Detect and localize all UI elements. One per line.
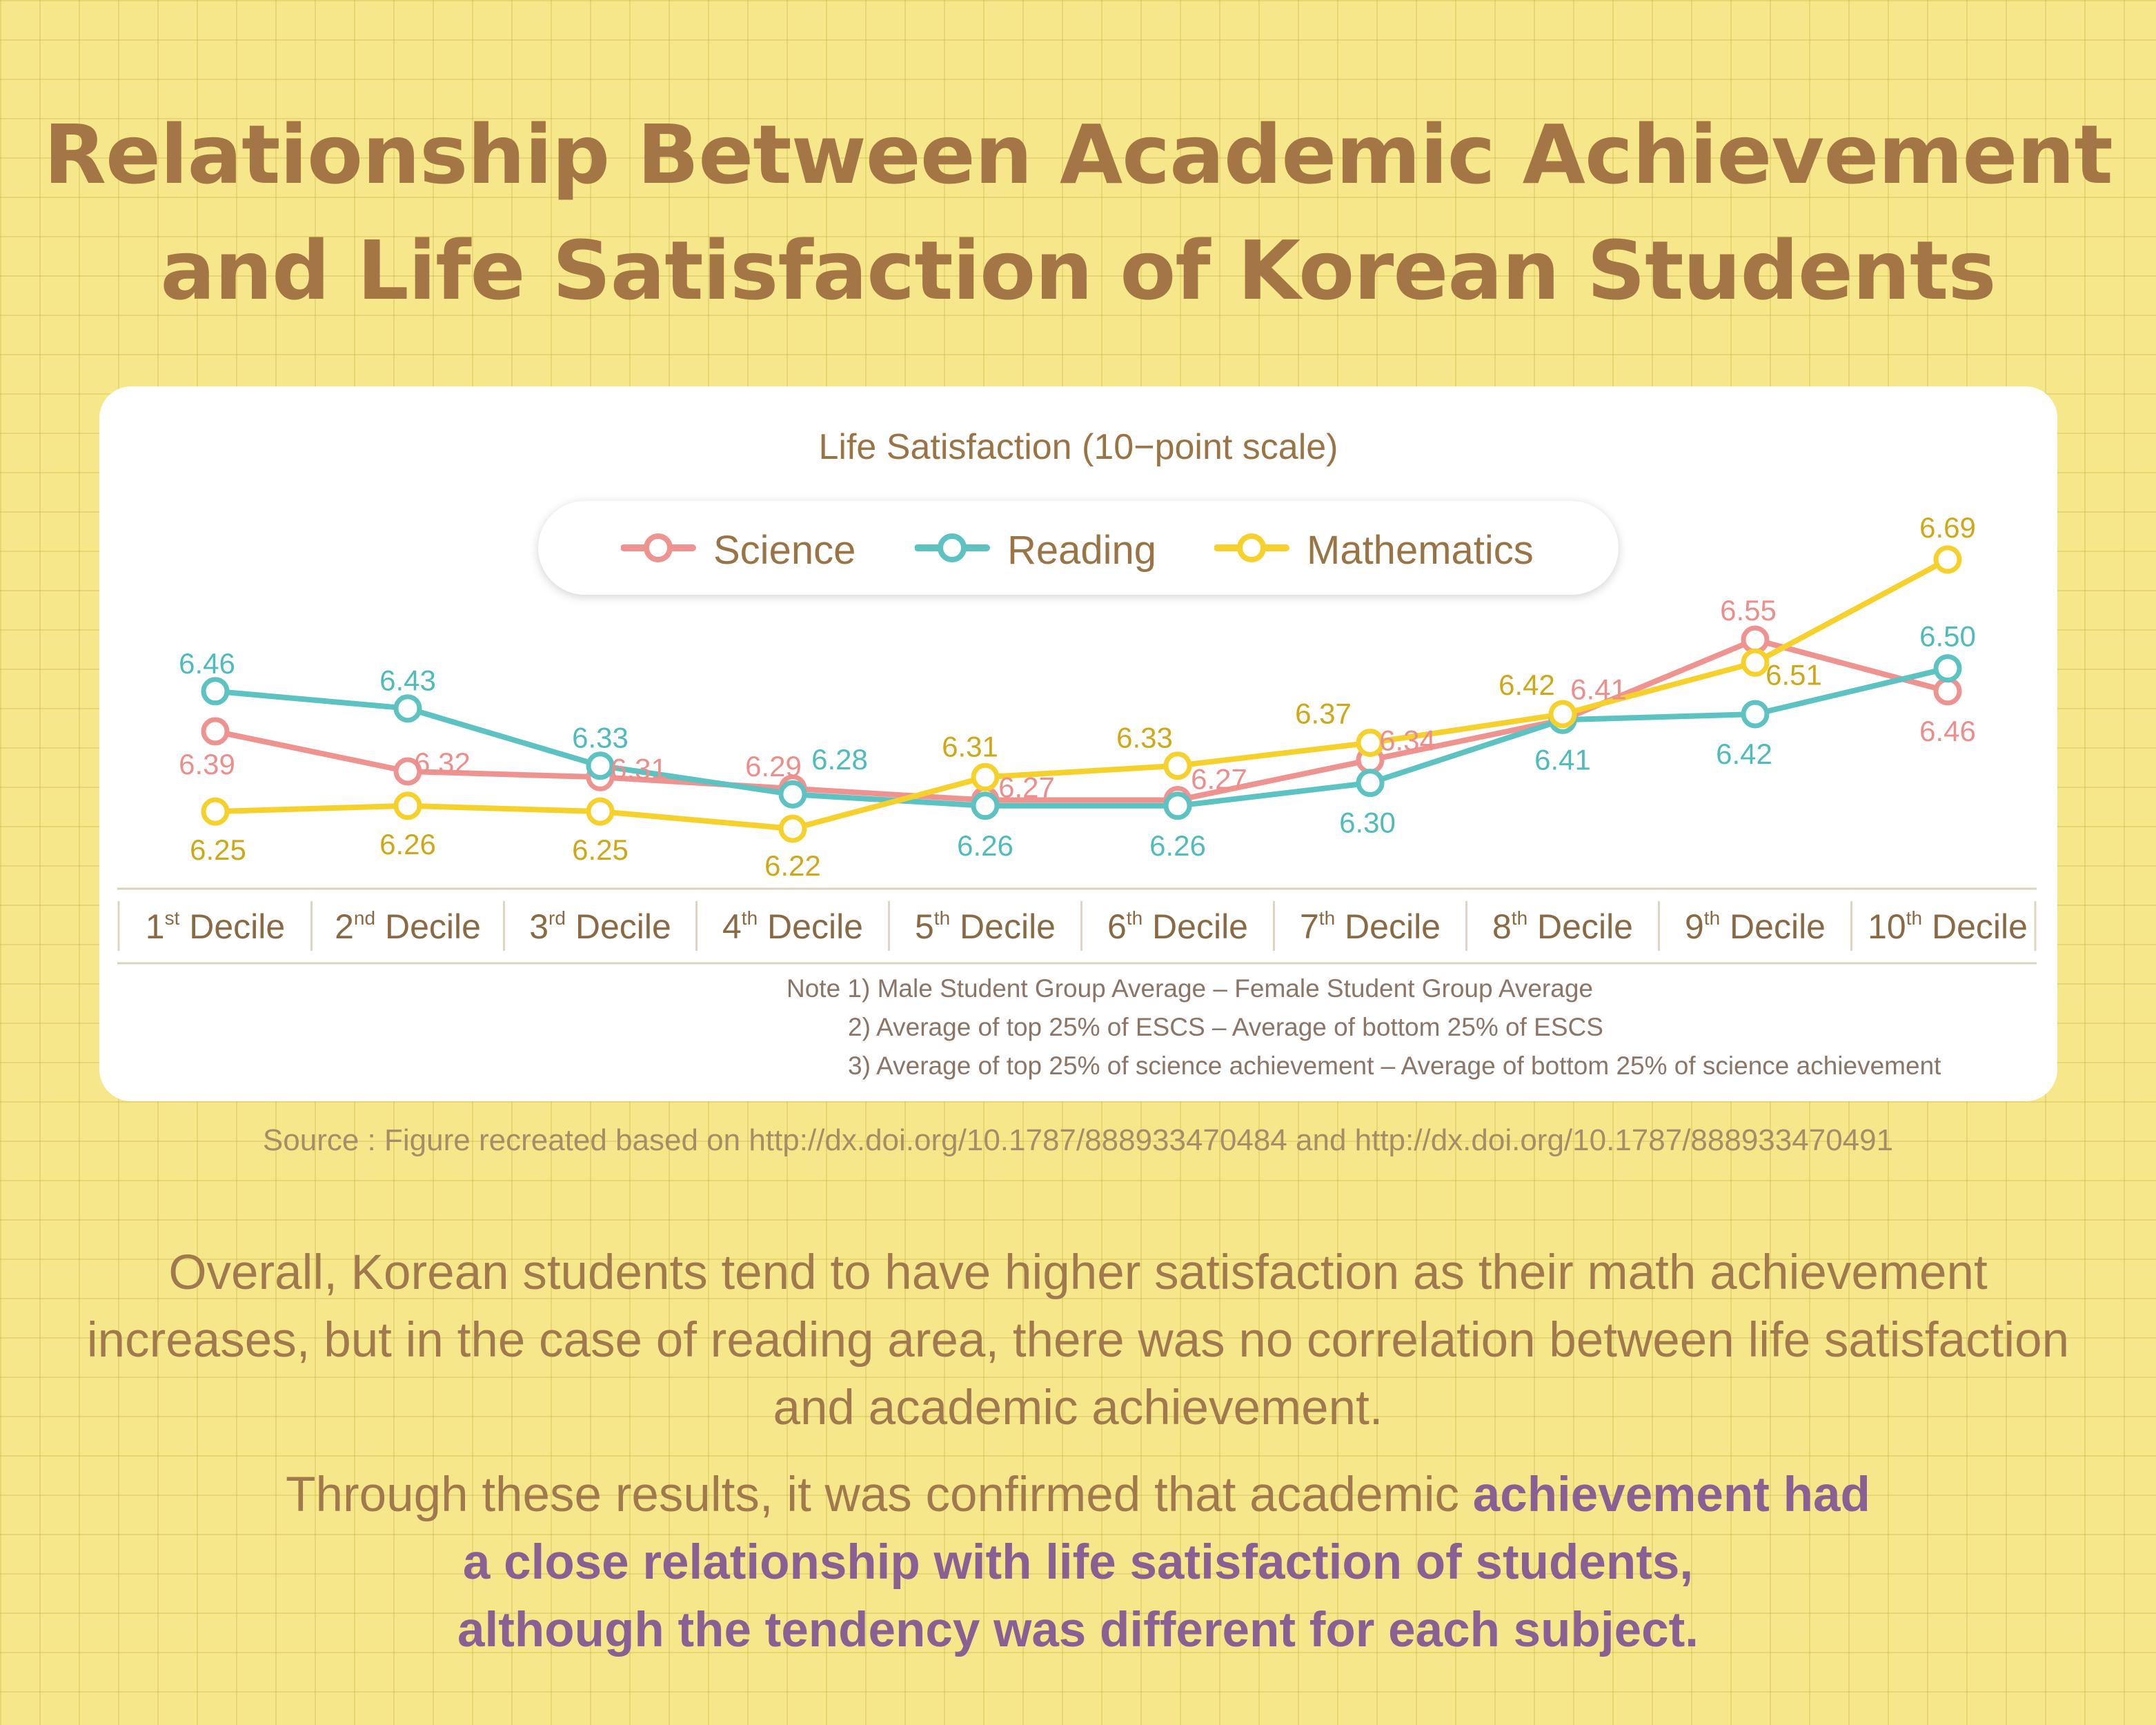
chart-title: Life Satisfaction (10−point scale) [818,427,1338,467]
data-point-science [1936,680,1959,703]
data-point-reading [1358,771,1382,795]
category-tick-label [146,907,285,946]
conclusion-highlight-3: although the tendency was different for each subject. [457,1603,1699,1657]
chart-card [99,386,2057,1101]
category-number: 7 [1299,907,1319,946]
data-point-mathematics [1936,548,1959,571]
legend-label-reading: Reading [1007,528,1157,573]
category-tick-label [1868,907,2028,946]
data-point-reading [1743,702,1767,726]
conclusion-highlight-2: a close relationship with life satisfaction of students, [462,1535,1694,1590]
legend-label-mathematics: Mathematics [1307,528,1534,573]
data-point-reading [1166,794,1189,818]
data-label-mathematics: 6.69 [1919,511,1976,544]
data-point-reading [1936,657,1959,680]
data-point-science [1743,628,1767,651]
category-word: Decile [375,907,481,946]
category-number: 10 [1868,907,1906,946]
category-tick-label [915,907,1056,946]
series-line-reading [215,669,1948,806]
data-point-mathematics [204,800,227,823]
data-point-reading [973,794,997,818]
data-label-reading: 6.30 [1339,806,1396,839]
category-tick-label [1492,907,1633,946]
category-number: 9 [1684,907,1704,946]
data-label-science: 6.41 [1570,673,1627,706]
data-label-reading: 6.26 [1149,829,1206,862]
category-tick-label [1107,907,1248,946]
data-point-mathematics [781,817,804,840]
data-label-reading: 6.28 [811,743,868,776]
category-ordinal-suffix: th [1511,907,1528,929]
category-word: Decile [758,907,864,946]
category-tick-label [1300,907,1441,946]
category-ordinal-suffix: th [1318,907,1336,929]
category-word: Decile [179,907,286,946]
data-point-mathematics [1166,754,1189,778]
category-tick-label [1685,907,1826,946]
data-label-science: 6.55 [1720,594,1777,627]
data-label-science: 6.39 [179,747,235,780]
category-word: Decile [1720,907,1826,946]
data-label-mathematics: 6.25 [190,834,246,867]
data-label-science: 6.27 [998,771,1055,804]
data-label-reading: 6.33 [572,721,629,754]
series-line-science [215,640,1948,800]
category-word: Decile [1143,907,1249,946]
data-point-mathematics [1358,731,1382,755]
data-label-reading: 6.26 [957,829,1013,862]
category-word: Decile [1527,907,1634,946]
data-label-reading: 6.42 [1716,738,1772,770]
category-number: 4 [722,907,742,946]
data-point-science [204,720,227,743]
title-line-1: Relationship Between Academic Achievement [43,107,2113,202]
category-number: 2 [335,907,354,946]
note-line-2: 2) Average of top 25% of ESCS – Average of bottom 25% of ESCS [848,1013,1603,1041]
data-label-mathematics: 6.31 [942,730,998,763]
data-point-mathematics [589,800,612,823]
category-tick-label [722,907,863,946]
conclusion-paragraph [69,1461,2087,1664]
title-line-2: and Life Satisfaction of Korean Students [160,223,1996,318]
summary-paragraph: Overall, Korean students tend to have higher satisfaction as their math achievement increases, but in the case of reading area, there was no correlation between life satisfaction and academic achievement. [86,1245,2070,1435]
category-number: 5 [914,907,934,946]
note-line-1: Note 1) Male Student Group Average – Female Student Group Average [787,974,1593,1003]
category-ordinal-suffix: th [741,907,758,929]
conclusion-plain-text: Through these results, it was confirmed that academic [286,1468,1473,1522]
data-point-mathematics [1743,651,1767,674]
category-ordinal-suffix: th [933,907,951,929]
data-label-science: 6.31 [611,752,667,785]
conclusion-highlight-1: achievement had [1472,1468,1870,1522]
legend-label-science: Science [713,528,856,573]
data-label-science: 6.32 [414,747,471,779]
data-label-mathematics: 6.33 [1116,721,1173,754]
data-point-mathematics [1551,702,1574,726]
data-label-reading: 6.50 [1919,620,1976,653]
category-ordinal-suffix: rd [548,907,566,929]
data-label-mathematics: 6.42 [1499,669,1555,701]
series-line-mathematics [215,560,1948,829]
category-ordinal-suffix: nd [353,907,376,929]
data-label-science: 6.27 [1191,762,1247,796]
category-number: 3 [529,907,549,946]
category-word: Decile [1335,907,1441,946]
category-tick-label [529,907,671,946]
category-word: Decile [950,907,1056,946]
data-label-science: 6.29 [745,749,802,782]
category-word: Decile [1922,907,2028,946]
note-line-3: 3) Average of top 25% of science achievement – Average of bottom 25% of science achievement [848,1052,1941,1080]
data-label-mathematics: 6.26 [379,827,436,860]
data-label-reading: 6.41 [1534,743,1591,776]
category-number: 1 [145,907,165,946]
data-point-mathematics [396,794,419,818]
source-citation: Source : Figure recreated based on http://dx.doi.org/10.1787/888933470484 and http://dx.doi.org/10.1787/888933470491 [262,1123,1894,1157]
data-label-reading: 6.46 [179,647,235,680]
data-point-reading [396,697,419,720]
data-label-science: 6.34 [1379,724,1436,757]
category-ordinal-suffix: st [164,907,180,929]
category-number: 6 [1107,907,1127,946]
category-word: Decile [565,907,671,946]
category-ordinal-suffix: th [1703,907,1721,929]
data-label-mathematics: 6.25 [572,834,629,867]
category-ordinal-suffix: th [1906,907,1923,929]
data-label-mathematics: 6.51 [1766,658,1822,691]
category-number: 8 [1492,907,1512,946]
data-point-reading [204,680,227,703]
data-point-reading [589,754,612,778]
data-label-reading: 6.43 [379,664,436,697]
category-ordinal-suffix: th [1126,907,1143,929]
category-tick-label [335,907,481,946]
data-point-mathematics [973,765,997,789]
page-title [0,97,2156,328]
data-label-science: 6.46 [1919,714,1976,747]
data-label-mathematics: 6.37 [1295,697,1352,730]
data-label-mathematics: 6.22 [764,849,821,882]
data-point-reading [781,782,804,806]
